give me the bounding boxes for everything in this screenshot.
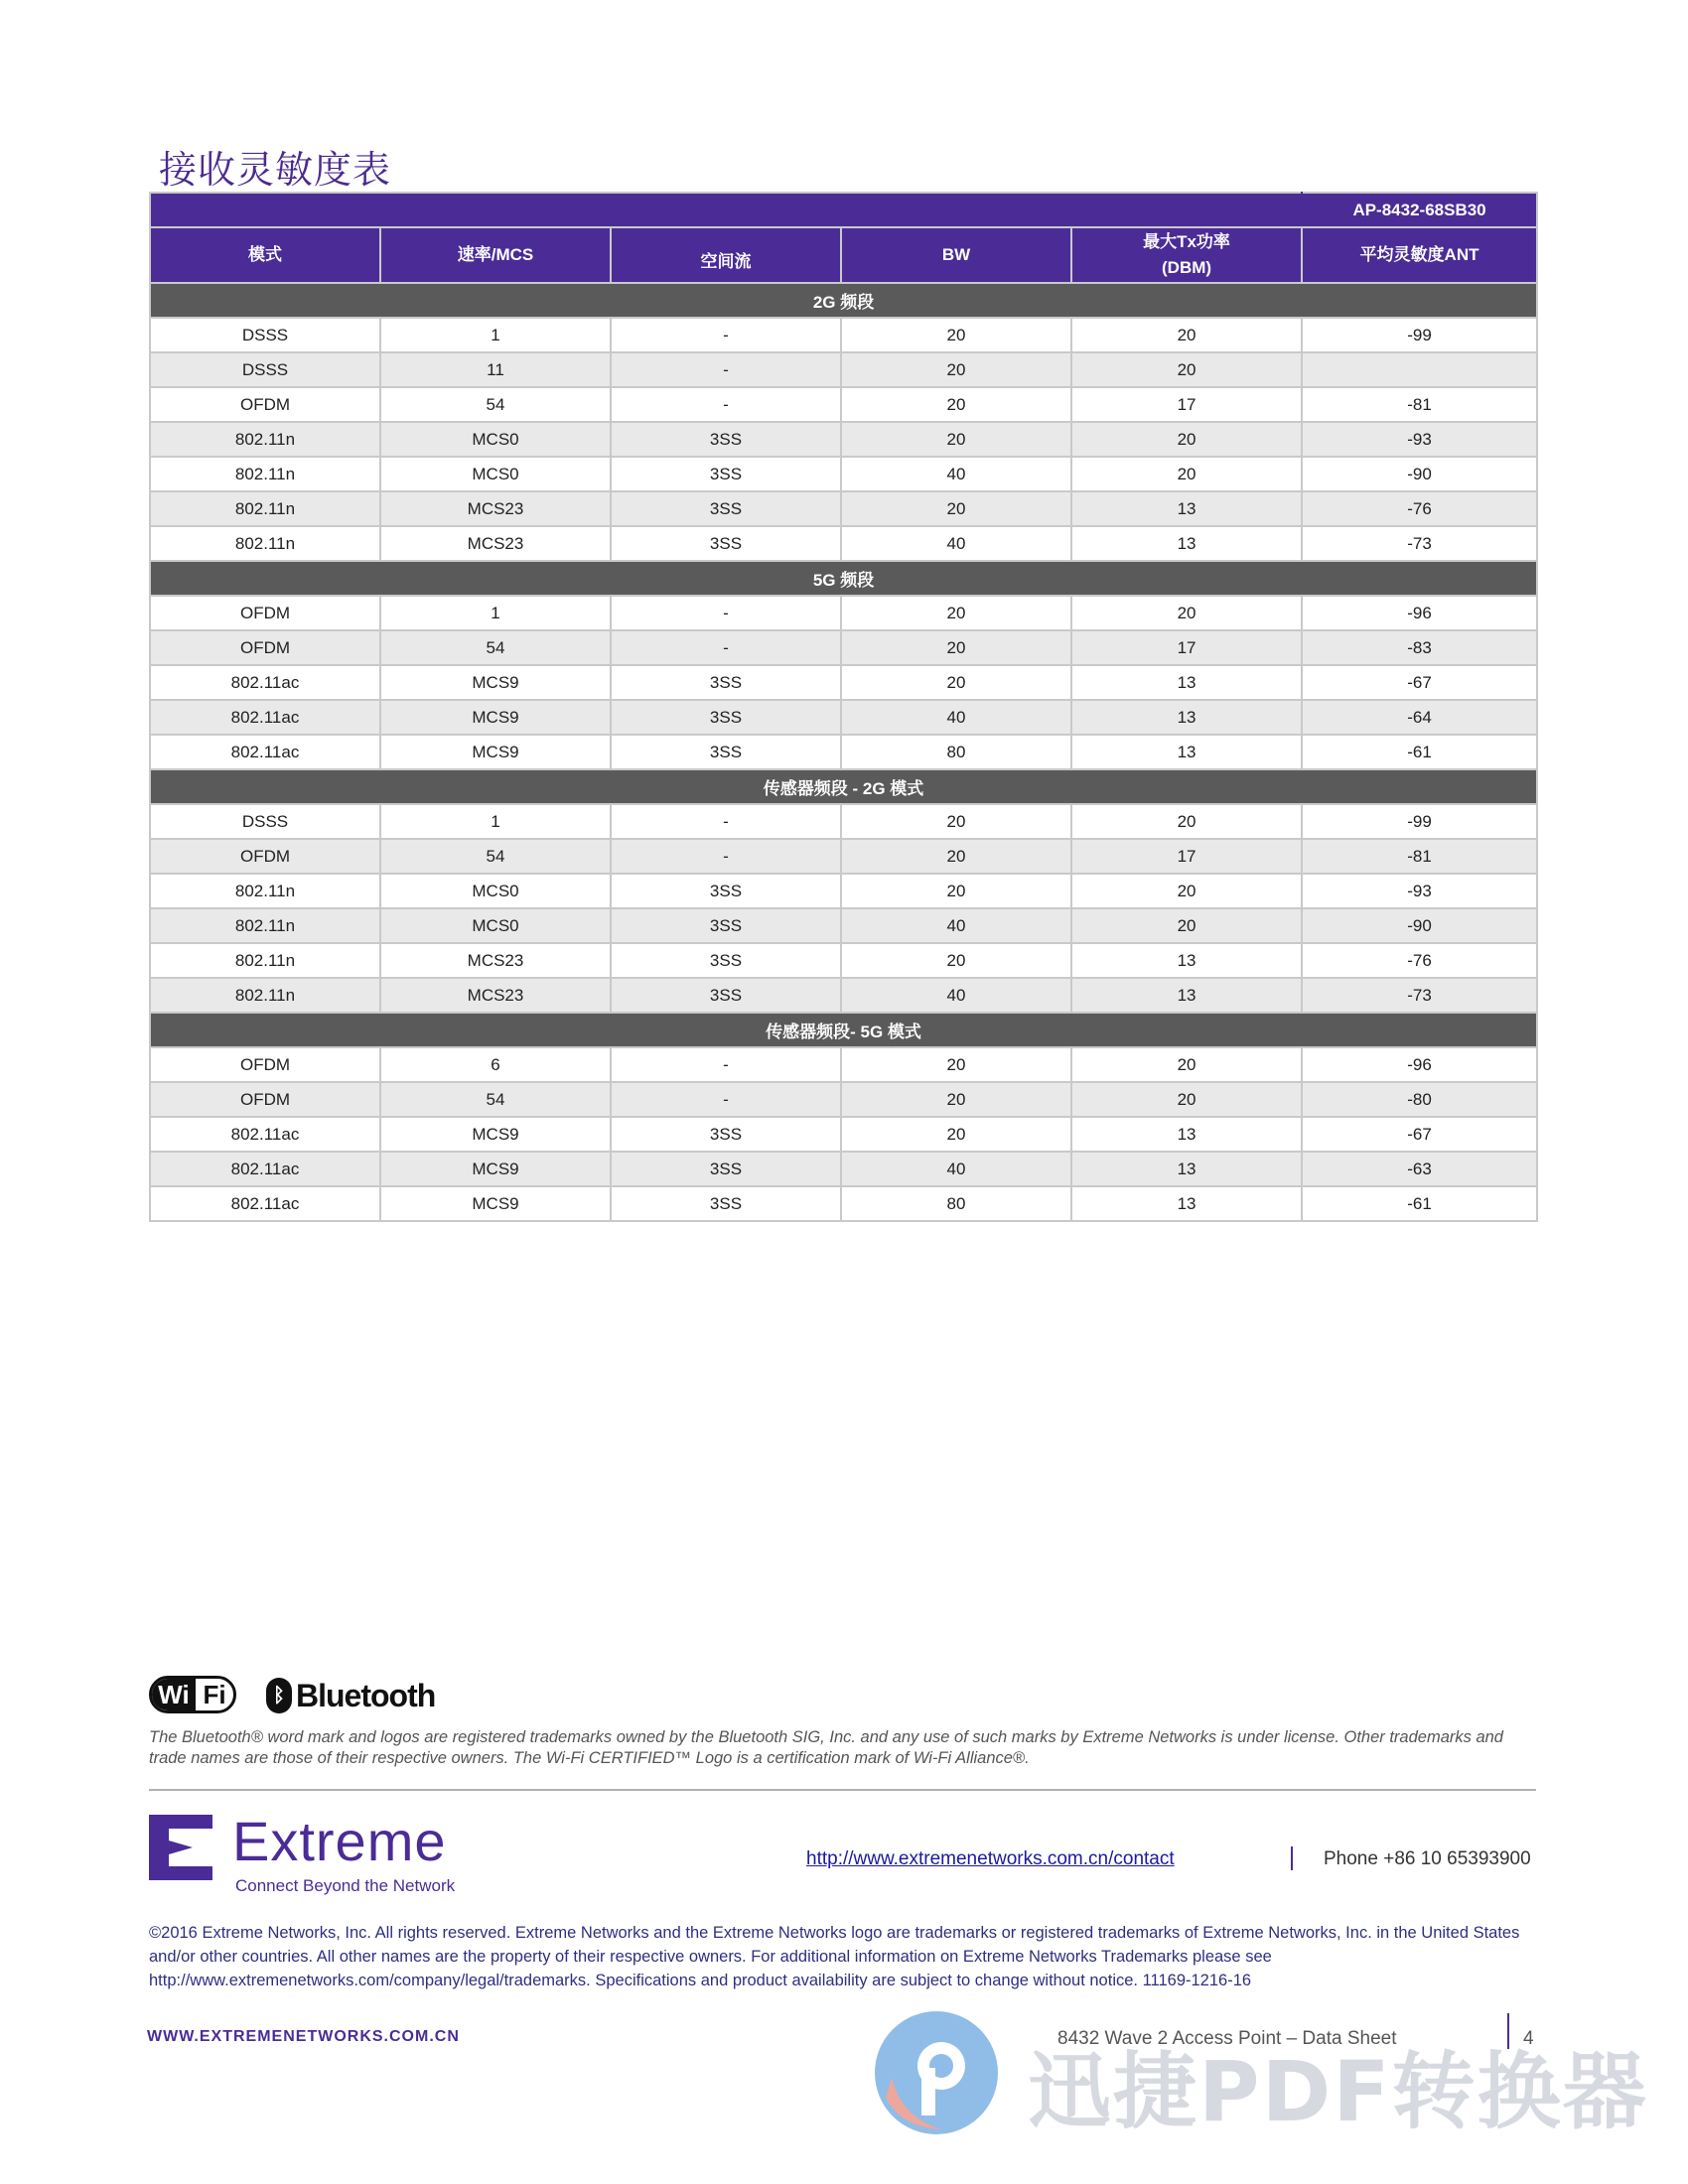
table-row xyxy=(150,700,1537,735)
bw-cell: 20 xyxy=(841,804,1071,839)
mode-cell: 802.11ac xyxy=(150,700,380,735)
mode-cell: 802.11ac xyxy=(150,665,380,700)
bw-cell: 40 xyxy=(841,526,1071,561)
sensitivity-cell: -96 xyxy=(1302,596,1537,630)
header-rate-mcs: 速率/MCS xyxy=(380,227,611,283)
sensitivity-cell: -99 xyxy=(1302,318,1537,352)
wifi-logo-fi: Fi xyxy=(203,1679,226,1709)
rate-cell: MCS9 xyxy=(380,1186,611,1221)
header-mode: 模式 xyxy=(150,227,380,283)
spatial-stream-cell: 3SS xyxy=(611,943,841,978)
rate-cell: 1 xyxy=(380,318,611,352)
bw-cell: 20 xyxy=(841,1117,1071,1152)
tx-power-cell: 20 xyxy=(1071,352,1302,387)
contact-separator xyxy=(1291,1846,1293,1870)
sensitivity-cell: -90 xyxy=(1302,457,1537,491)
tx-power-cell: 20 xyxy=(1071,318,1302,352)
table-row xyxy=(150,387,1537,422)
table-row xyxy=(150,630,1537,665)
tx-power-cell: 13 xyxy=(1071,1186,1302,1221)
extreme-wordmark: Extreme xyxy=(232,1810,447,1872)
rate-cell: MCS0 xyxy=(380,908,611,943)
header-max-tx-power xyxy=(1071,227,1302,283)
sensitivity-cell: -76 xyxy=(1302,943,1537,978)
model-label: AP-8432-68SB30 xyxy=(1302,193,1537,227)
rate-cell: MCS23 xyxy=(380,943,611,978)
table-row xyxy=(150,908,1537,943)
band-row xyxy=(150,1013,1537,1047)
sensitivity-cell: -83 xyxy=(1302,630,1537,665)
rate-cell: MCS23 xyxy=(380,491,611,526)
bw-cell: 20 xyxy=(841,387,1071,422)
mode-cell: 802.11ac xyxy=(150,1152,380,1186)
table-row xyxy=(150,1082,1537,1117)
rate-cell: MCS9 xyxy=(380,1117,611,1152)
rate-cell: 54 xyxy=(380,839,611,874)
mode-cell: OFDM xyxy=(150,387,380,422)
header-spatial-streams: 空间流 xyxy=(611,227,841,283)
tx-power-cell: 20 xyxy=(1071,874,1302,908)
bw-cell: 20 xyxy=(841,630,1071,665)
bw-cell: 20 xyxy=(841,596,1071,630)
sensitivity-cell: -63 xyxy=(1302,1152,1537,1186)
extreme-mark-icon xyxy=(149,1815,212,1880)
sensitivity-cell: -96 xyxy=(1302,1047,1537,1082)
spatial-stream-cell: - xyxy=(611,839,841,874)
tx-power-cell: 20 xyxy=(1071,1047,1302,1082)
rate-cell: MCS0 xyxy=(380,422,611,457)
tx-power-cell: 13 xyxy=(1071,526,1302,561)
mode-cell: 802.11n xyxy=(150,978,380,1013)
tx-power-cell: 13 xyxy=(1071,665,1302,700)
tx-power-cell: 13 xyxy=(1071,978,1302,1013)
wifi-logo-wi: Wi xyxy=(152,1679,196,1710)
header-max-tx-power-line2: (DBM) xyxy=(1162,258,1212,277)
tx-power-cell: 20 xyxy=(1071,908,1302,943)
rate-cell: MCS0 xyxy=(380,874,611,908)
spatial-stream-cell: - xyxy=(611,318,841,352)
sensitivity-cell: -61 xyxy=(1302,1186,1537,1221)
bw-cell: 80 xyxy=(841,1186,1071,1221)
tx-power-cell: 13 xyxy=(1071,943,1302,978)
band-row xyxy=(150,769,1537,804)
bw-cell: 20 xyxy=(841,318,1071,352)
tx-power-cell: 13 xyxy=(1071,1117,1302,1152)
table-row xyxy=(150,318,1537,352)
sensitivity-cell: -61 xyxy=(1302,735,1537,769)
rate-cell: MCS9 xyxy=(380,665,611,700)
tx-power-cell: 20 xyxy=(1071,1082,1302,1117)
sensitivity-cell: -99 xyxy=(1302,804,1537,839)
mode-cell: DSSS xyxy=(150,804,380,839)
bw-cell: 80 xyxy=(841,735,1071,769)
mode-cell: OFDM xyxy=(150,1047,380,1082)
spatial-stream-cell: 3SS xyxy=(611,526,841,561)
spatial-stream-cell: 3SS xyxy=(611,491,841,526)
spatial-stream-cell: 3SS xyxy=(611,1117,841,1152)
mode-cell: DSSS xyxy=(150,318,380,352)
band-label: 5G 频段 xyxy=(150,561,1537,596)
spatial-stream-cell: 3SS xyxy=(611,874,841,908)
mode-cell: 802.11ac xyxy=(150,735,380,769)
extreme-tagline: Connect Beyond the Network xyxy=(235,1876,456,1895)
spatial-stream-cell: - xyxy=(611,352,841,387)
table-row xyxy=(150,1047,1537,1082)
rate-cell: MCS23 xyxy=(380,978,611,1013)
bw-cell: 40 xyxy=(841,700,1071,735)
copyright-text: ©2016 Extreme Networks, Inc. All rights reserved. Extreme Networks and the Extreme Networks logo are trademarks or registered trademarks of Extreme Networks, Inc. in the United States and/or other countries. All other names are the property of their respective owners. For additional information on Extreme Networks Trademarks please see http://www.extremenetworks.com/company/legal/trademarks. Specifications and product availability are subject to change without notice. 11169-1216-16 xyxy=(149,1924,1520,1989)
band-label: 2G 频段 xyxy=(150,283,1537,318)
tx-power-cell: 17 xyxy=(1071,387,1302,422)
header-max-tx-power-line1: 最大Tx功率 xyxy=(1143,232,1230,251)
mode-cell: 802.11n xyxy=(150,943,380,978)
bw-cell: 40 xyxy=(841,908,1071,943)
table-row xyxy=(150,665,1537,700)
table-row xyxy=(150,1186,1537,1221)
mode-cell: 802.11n xyxy=(150,457,380,491)
spatial-stream-cell: 3SS xyxy=(611,1186,841,1221)
band-row xyxy=(150,283,1537,318)
spatial-stream-cell: - xyxy=(611,804,841,839)
bw-cell: 20 xyxy=(841,943,1071,978)
bw-cell: 20 xyxy=(841,874,1071,908)
page-number: 4 xyxy=(1523,2028,1534,2049)
spatial-stream-cell: 3SS xyxy=(611,978,841,1013)
spatial-stream-cell: - xyxy=(611,387,841,422)
sensitivity-cell: -93 xyxy=(1302,874,1537,908)
model-header-blank xyxy=(150,193,1302,227)
sensitivity-cell: -73 xyxy=(1302,978,1537,1013)
watermark-logo-icon xyxy=(872,2008,1001,2137)
mode-cell: 802.11n xyxy=(150,526,380,561)
table-row xyxy=(150,526,1537,561)
model-header-row xyxy=(150,193,1537,227)
trademark-note: The Bluetooth® word mark and logos are registered trademarks owned by the Bluetooth SIG, Inc. and any use of such marks by Extreme Networks is under license. Other trademarks and trade names are those of their respective owners. The Wi-Fi CERTIFIED™ Logo is a certification mark of Wi-Fi Alliance®. xyxy=(149,1728,1503,1767)
mode-cell: 802.11n xyxy=(150,422,380,457)
bw-cell: 40 xyxy=(841,457,1071,491)
rate-cell: MCS0 xyxy=(380,457,611,491)
footer-divider xyxy=(149,1789,1536,1791)
band-label: 传感器频段 - 2G 模式 xyxy=(150,769,1537,804)
bw-cell: 20 xyxy=(841,665,1071,700)
rate-cell: 11 xyxy=(380,352,611,387)
table-row xyxy=(150,804,1537,839)
bw-cell: 40 xyxy=(841,1152,1071,1186)
spatial-stream-cell: 3SS xyxy=(611,700,841,735)
mode-cell: 802.11ac xyxy=(150,1117,380,1152)
mode-cell: 802.11n xyxy=(150,908,380,943)
sensitivity-cell: -81 xyxy=(1302,387,1537,422)
rate-cell: MCS9 xyxy=(380,700,611,735)
header-avg-sensitivity: 平均灵敏度ANT xyxy=(1302,227,1537,283)
tx-power-cell: 17 xyxy=(1071,630,1302,665)
mode-cell: OFDM xyxy=(150,630,380,665)
bw-cell: 20 xyxy=(841,1047,1071,1082)
contact-phone: Phone +86 10 65393900 xyxy=(1324,1848,1531,1869)
bw-cell: 40 xyxy=(841,978,1071,1013)
bw-cell: 20 xyxy=(841,491,1071,526)
sensitivity-cell: -67 xyxy=(1302,1117,1537,1152)
mode-cell: DSSS xyxy=(150,352,380,387)
table-row xyxy=(150,1117,1537,1152)
spatial-stream-cell: 3SS xyxy=(611,908,841,943)
bw-cell: 20 xyxy=(841,352,1071,387)
sensitivity-table xyxy=(149,192,1538,1222)
spatial-stream-cell: 3SS xyxy=(611,665,841,700)
sensitivity-cell: -67 xyxy=(1302,665,1537,700)
table-row xyxy=(150,422,1537,457)
tx-power-cell: 13 xyxy=(1071,491,1302,526)
rate-cell: MCS9 xyxy=(380,735,611,769)
tx-power-cell: 13 xyxy=(1071,735,1302,769)
tx-power-cell: 17 xyxy=(1071,839,1302,874)
rate-cell: MCS23 xyxy=(380,526,611,561)
bluetooth-wordmark: Bluetooth xyxy=(296,1677,436,1713)
table-row xyxy=(150,1152,1537,1186)
spatial-stream-cell: - xyxy=(611,1047,841,1082)
bluetooth-logo xyxy=(266,1676,435,1715)
sensitivity-cell: -90 xyxy=(1302,908,1537,943)
mode-cell: 802.11ac xyxy=(150,1186,380,1221)
sensitivity-cell: -93 xyxy=(1302,422,1537,457)
mode-cell: OFDM xyxy=(150,596,380,630)
rate-cell: 54 xyxy=(380,1082,611,1117)
rate-cell: 6 xyxy=(380,1047,611,1082)
watermark-text: 迅捷PDF转换器 xyxy=(1028,2043,1648,2140)
tx-power-cell: 13 xyxy=(1071,700,1302,735)
table-row xyxy=(150,491,1537,526)
tx-power-cell: 20 xyxy=(1071,596,1302,630)
mode-cell: 802.11n xyxy=(150,874,380,908)
tx-power-cell: 13 xyxy=(1071,1152,1302,1186)
sensitivity-cell: -64 xyxy=(1302,700,1537,735)
spatial-stream-cell: 3SS xyxy=(611,422,841,457)
band-row xyxy=(150,561,1537,596)
rate-cell: 1 xyxy=(380,804,611,839)
rate-cell: 54 xyxy=(380,387,611,422)
mode-cell: OFDM xyxy=(150,1082,380,1117)
table-row xyxy=(150,596,1537,630)
extreme-logo xyxy=(149,1810,506,1904)
table-row xyxy=(150,978,1537,1013)
wifi-logo xyxy=(149,1676,236,1713)
band-label: 传感器频段- 5G 模式 xyxy=(150,1013,1537,1047)
rate-cell: MCS9 xyxy=(380,1152,611,1186)
table-row xyxy=(150,457,1537,491)
sensitivity-cell: -76 xyxy=(1302,491,1537,526)
table-row xyxy=(150,352,1537,387)
bw-cell: 20 xyxy=(841,422,1071,457)
sensitivity-cell xyxy=(1302,352,1537,387)
table-row xyxy=(150,943,1537,978)
spatial-stream-cell: - xyxy=(611,1082,841,1117)
mode-cell: 802.11n xyxy=(150,491,380,526)
table-row xyxy=(150,874,1537,908)
spatial-stream-cell: - xyxy=(611,596,841,630)
tx-power-cell: 20 xyxy=(1071,457,1302,491)
column-header-row xyxy=(150,227,1537,283)
tx-power-cell: 20 xyxy=(1071,804,1302,839)
spatial-stream-cell: 3SS xyxy=(611,1152,841,1186)
bluetooth-icon: ᛒ xyxy=(266,1678,292,1713)
bw-cell: 20 xyxy=(841,839,1071,874)
sensitivity-cell: -73 xyxy=(1302,526,1537,561)
spatial-stream-cell: 3SS xyxy=(611,457,841,491)
tx-power-cell: 20 xyxy=(1071,422,1302,457)
sensitivity-cell: -81 xyxy=(1302,839,1537,874)
footer-website: WWW.EXTREMENETWORKS.COM.CN xyxy=(147,2028,460,2045)
rate-cell: 54 xyxy=(380,630,611,665)
bw-cell: 20 xyxy=(841,1082,1071,1117)
spatial-stream-cell: - xyxy=(611,630,841,665)
header-bw: BW xyxy=(841,227,1071,283)
rate-cell: 1 xyxy=(380,596,611,630)
spatial-stream-cell: 3SS xyxy=(611,735,841,769)
mode-cell: OFDM xyxy=(150,839,380,874)
footer-document-title: 8432 Wave 2 Access Point – Data Sheet xyxy=(1057,2028,1397,2049)
page-title: 接收灵敏度表 xyxy=(159,148,392,192)
table-row xyxy=(150,735,1537,769)
contact-link[interactable]: http://www.extremenetworks.com.cn/contact xyxy=(806,1848,1175,1869)
sensitivity-cell: -80 xyxy=(1302,1082,1537,1117)
table-row xyxy=(150,839,1537,874)
